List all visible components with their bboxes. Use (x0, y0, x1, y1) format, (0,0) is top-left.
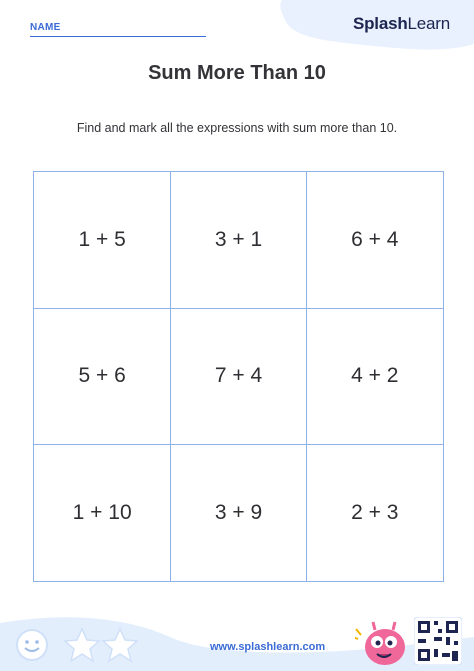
qr-code-icon (414, 617, 462, 665)
instructions-text: Find and mark all the expressions with sum more than 10. (76, 121, 398, 135)
website-url[interactable]: www.splashlearn.com (210, 641, 326, 653)
stars-icon (10, 623, 160, 663)
splashlearn-logo (353, 14, 450, 34)
expression-grid (33, 171, 444, 582)
name-label: NAME (30, 22, 61, 33)
expression-cell[interactable]: 6 + 4 (306, 171, 444, 309)
logo-bold-text: Splash (352, 14, 408, 33)
expression-cell[interactable]: 1 + 5 (33, 171, 171, 309)
expression-cell[interactable]: 1 + 10 (33, 444, 171, 582)
logo-light-text: Learn (407, 14, 450, 33)
expression-cell[interactable]: 4 + 2 (306, 308, 444, 446)
name-line (30, 36, 206, 37)
expression-cell[interactable]: 7 + 4 (170, 308, 308, 446)
expression-cell[interactable]: 2 + 3 (306, 444, 444, 582)
expression-cell[interactable]: 3 + 9 (170, 444, 308, 582)
mascot-icon (355, 613, 411, 667)
expression-cell[interactable]: 5 + 6 (33, 308, 171, 446)
page-title: Sum More Than 10 (148, 62, 326, 84)
expression-cell[interactable]: 3 + 1 (170, 171, 308, 309)
